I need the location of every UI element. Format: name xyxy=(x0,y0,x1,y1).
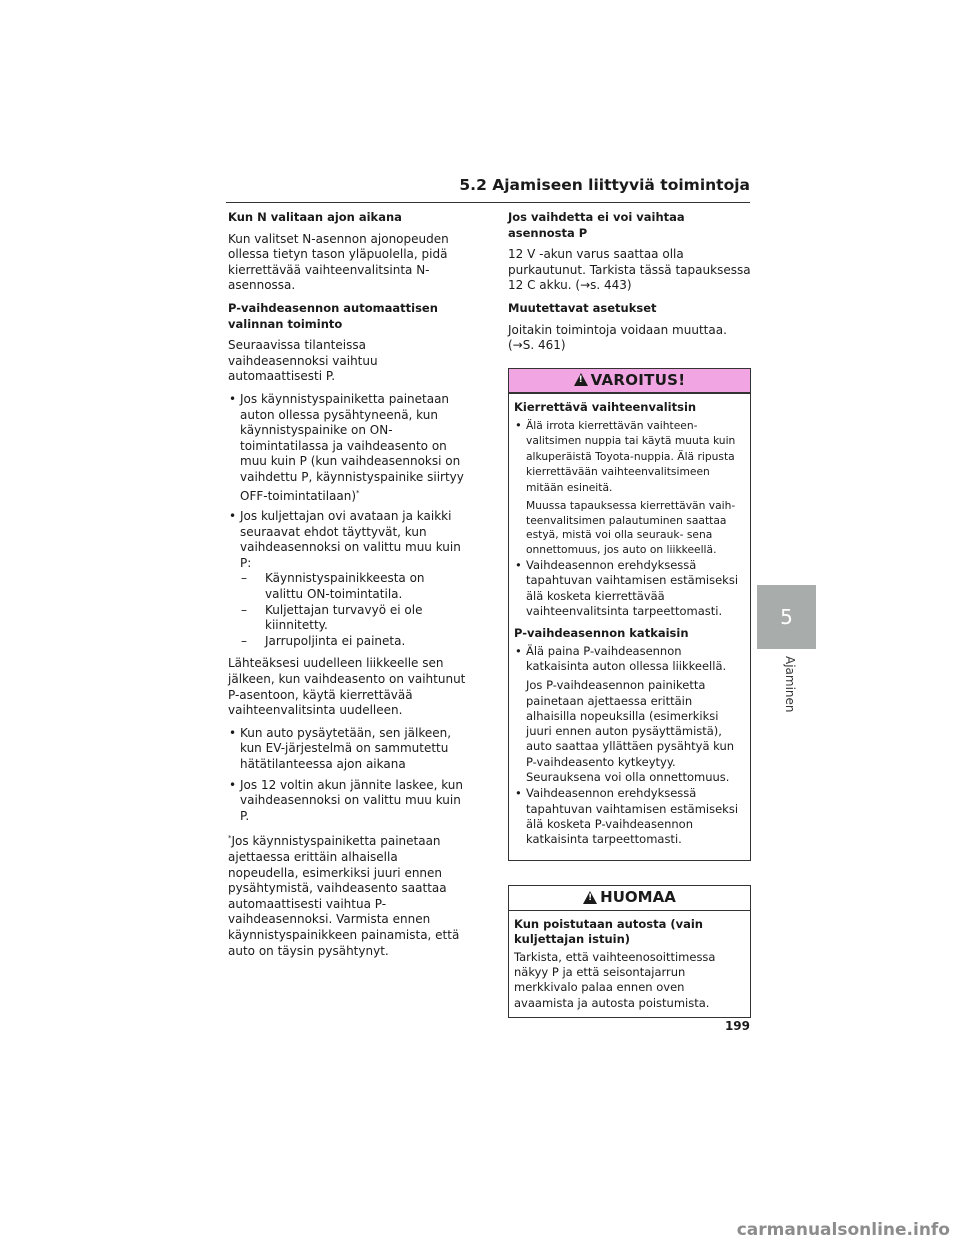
note-header: ! HUOMAA xyxy=(509,886,750,911)
heading-cannot-shift-from-p: Jos vaihdetta ei voi vaihtaa asennosta P xyxy=(508,210,685,240)
paragraph-restart: Lähteäksesi uudelleen liikkeelle sen jälkeen, kun vaihdeasento on vaihtunut P-asentoon, käytä kierrettävää vaihteenvalitsinta uudelleen. xyxy=(228,656,466,718)
list-item: • Älä paina P-vaihdeasennon katkaisinta auton ollessa liikkeellä. Jos P-vaihdeasennon painiketta painetaan ajettaessa erittäin alhaisilla nopeuksilla (esimerkiksi juuri ennen auton pysäyttämistä), auto saattaa yllättäen pysähtyä kun P-vaihdeasento kytkeytyy. Seurauksena voi olla onnettomuus. xyxy=(514,644,744,786)
list-item: • Jos kuljettajan ovi avataan ja kaikki seuraavat ehdot täyttyvät, kun vaihdeasennoksi on valittu muu kuin P: – Käynnistyspainikkeesta on valittu ON-toimintatila. – Kuljettajan turvavyö ei ole kiinnitetty. – Jarrupoljinta ei paineta. xyxy=(228,509,466,649)
right-column xyxy=(508,210,751,1018)
paragraph-auto-park-intro: Seuraavissa tilanteissa vaihdeasennoksi vaihtuu automaattisesti P. xyxy=(228,338,378,384)
warning-heading-selector: Kierrettävä vaihteenvalitsin xyxy=(514,400,697,415)
paragraph-neutral: Kun valitset N-asennon ajonopeuden ollessa tietyn tason yläpuolella, pidä kierrettävää vaihteenvalitsinta N-asennossa. xyxy=(228,231,449,293)
warning-triangle-icon xyxy=(583,891,597,904)
left-column xyxy=(228,210,466,966)
warning-continuation: Jos P-vaihdeasennon painiketta painetaan ajettaessa erittäin alhaisilla nopeuksilla (esimerkiksi juuri ennen auton pysäyttämistä), auto saattaa yllättäen pysähtyä kun P-vaihdeasento kytkeytyy. Seurauksena voi olla onnettomuus. xyxy=(526,678,735,784)
warning-box xyxy=(508,368,751,862)
note-paragraph: Tarkista, että vaihteenosoittimessa näkyy P ja että seisontajarrun merkkivalo palaa ennen oven avaamista ja autosta poistumista. xyxy=(514,949,716,1010)
list-item: • Jos käynnistyspainiketta painetaan auton ollessa pysähtyneenä, kun käynnistyspainike on ON-toimintatilassa ja vaihdeasento on muu kuin P (kun vaihdeasennoksi on vaihdettu P, käynnistyspainike siirtyy OFF-toimintatilaan)* xyxy=(228,392,466,504)
paragraph-settings: Joitakin toimintoja voidaan muuttaa. (→S. 461) xyxy=(508,322,727,353)
warning-list-p-switch xyxy=(514,644,744,848)
heading-neutral-while-driving: Kun N valitaan ajon aikana xyxy=(228,210,402,224)
section-header: 5.2 Ajamiseen liittyviä toimintoja xyxy=(226,176,750,203)
auto-park-conditions xyxy=(228,392,466,650)
footnote: *Jos käynnistyspainiketta painetaan ajettaessa erittäin alhaisella nopeudella, esimerkiksi juuri ennen pysähtymistä, vaihdeasento saattaa automaattisesti vaihtua P-vaihdeasennoksi. Varmista ennen käynnistyspainikkeen painamista, että auto on täysin pysähtynyt. xyxy=(228,834,460,958)
list-item: • Vaihdeasennon erehdyksessä tapahtuvan vaihtamisen estämiseksi älä kosketa kierrettävää vaihteenvalitsinta tarpeettomasti. xyxy=(514,558,744,619)
auto-park-more-conditions xyxy=(228,726,466,825)
footnote-mark: * xyxy=(356,488,360,497)
warning-header: ! VAROITUS! xyxy=(509,369,750,395)
footnote-mark: * xyxy=(228,834,232,843)
warning-body xyxy=(509,394,750,860)
sub-list-item: – Jarrupoljinta ei paineta. xyxy=(240,634,466,650)
list-item: • Älä irrota kierrettävän vaihteen-valitsimen nuppia tai käytä muuta kuin alkuperäistä Toyota-nuppia. Älä ripusta kierrettävään vaihteenvalitsimeen mitään esineitä. Muussa tapauksessa kierrettävän vaih-teenvalitsimen palautuminen saattaa estyä, mistä voi olla seurauk- sena onnettomuus, jos auto on liikkeellä. xyxy=(514,418,744,558)
chapter-tab-number: 5 xyxy=(757,585,816,649)
sub-conditions xyxy=(240,571,466,649)
warning-continuation: Muussa tapauksessa kierrettävän vaih-teenvalitsimen palautuminen saattaa estyä, mistä voi olla seurauk- sena onnettomuus, jos auto on liikkeellä. xyxy=(526,499,736,556)
warning-heading-p-switch: P-vaihdeasennon katkaisin xyxy=(514,626,689,641)
list-item: • Jos 12 voltin akun jännite laskee, kun vaihdeasennoksi on valittu muu kuin P. xyxy=(228,778,466,825)
note-body xyxy=(509,911,750,1017)
warning-triangle-icon xyxy=(574,373,588,386)
warning-list-selector xyxy=(514,418,744,620)
paragraph-battery: 12 V -akun varus saattaa olla purkautunut. Tarkista tässä tapauksessa 12 C akku. (→s. 443) xyxy=(508,247,751,293)
heading-auto-park: P-vaihdeasennon automaattisen valinnan toiminto xyxy=(228,300,438,331)
chapter-tab-label: Ajaminen xyxy=(783,655,797,713)
page-number: 199 xyxy=(724,1019,750,1033)
sub-list-item: – Käynnistyspainikkeesta on valittu ON-toimintatila. xyxy=(240,571,466,602)
note-box xyxy=(508,885,751,1017)
watermark: carmanualsonline.info xyxy=(736,1220,950,1240)
heading-customizable-settings: Muutettavat asetukset xyxy=(508,300,657,315)
note-heading: Kun poistutaan autosta (vain kuljettajan istuin) xyxy=(514,917,703,947)
list-item: • Vaihdeasennon erehdyksessä tapahtuvan vaihtamisen estämiseksi älä kosketa P-vaihdeasennon katkaisinta tarpeettomasti. xyxy=(514,786,744,847)
list-item: • Kun auto pysäytetään, sen jälkeen, kun EV-järjestelmä on sammutettu hätätilanteessa ajon aikana xyxy=(228,726,466,773)
sub-list-item: – Kuljettajan turvavyö ei ole kiinnitetty. xyxy=(240,603,466,634)
